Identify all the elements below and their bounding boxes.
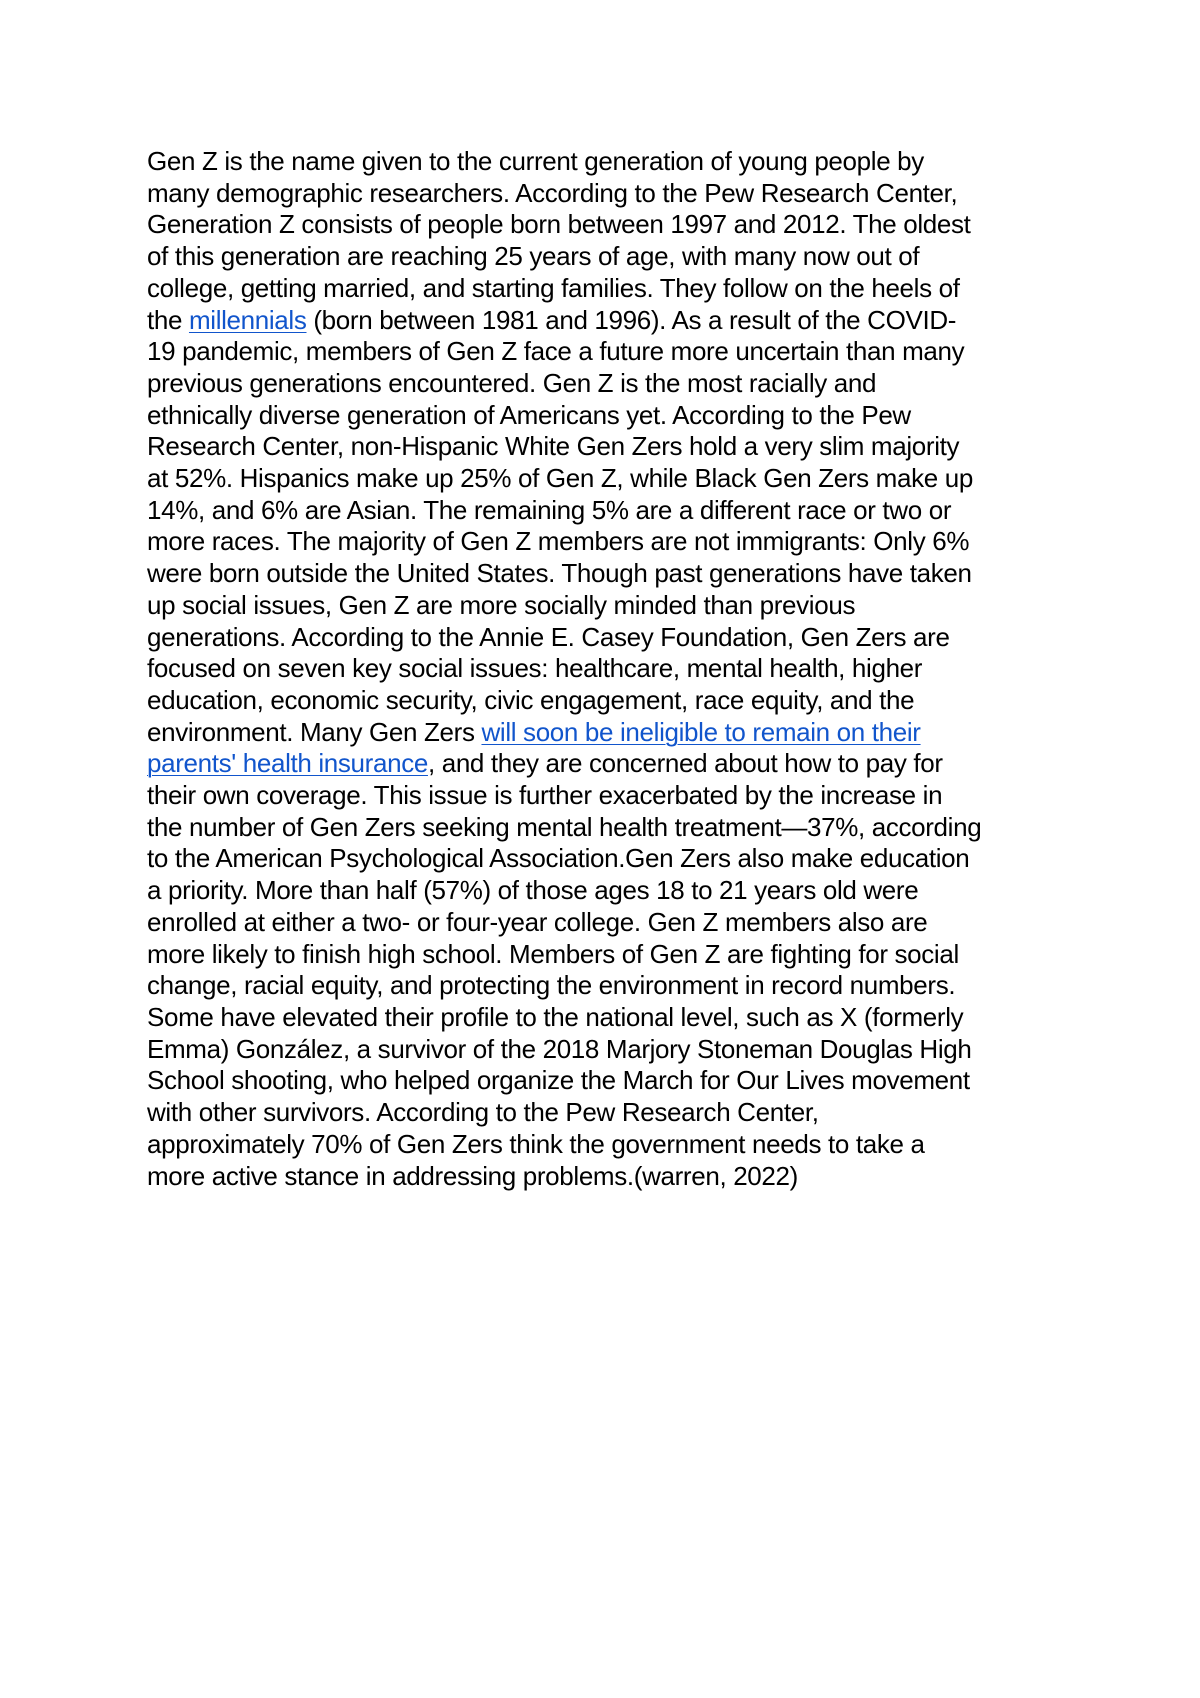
text-run: more active stance in addressing problems.(warren, 2022) bbox=[147, 1160, 798, 1191]
text-run: environment. Many Gen Zers bbox=[147, 716, 482, 747]
text-run: at 52%. Hispanics make up 25% of Gen Z, while Black Gen Zers make up bbox=[147, 463, 973, 494]
text-line bbox=[147, 431, 1067, 463]
text-line bbox=[147, 558, 1067, 590]
text-run: ethnically diverse generation of Americans yet. According to the Pew bbox=[147, 399, 911, 430]
text-line bbox=[147, 400, 1067, 432]
text-line bbox=[147, 1097, 1067, 1129]
hyperlink[interactable]: will soon be ineligible to remain on their bbox=[481, 716, 921, 747]
text-run: up social issues, Gen Z are more socially minded than previous bbox=[147, 589, 856, 620]
text-line bbox=[147, 526, 1067, 558]
text-line bbox=[147, 273, 1067, 305]
text-line bbox=[147, 305, 1067, 337]
text-run: the number of Gen Zers seeking mental health treatment—37%, according bbox=[147, 811, 982, 842]
text-line bbox=[147, 875, 1067, 907]
text-line bbox=[147, 1161, 1067, 1193]
text-run: education, economic security, civic engagement, race equity, and the bbox=[147, 684, 915, 715]
text-run: Generation Z consists of people born between 1997 and 2012. The oldest bbox=[147, 209, 971, 240]
text-line bbox=[147, 1002, 1067, 1034]
text-run: School shooting, who helped organize the March for Our Lives movement bbox=[147, 1065, 970, 1096]
text-line bbox=[147, 780, 1067, 812]
text-run: of this generation are reaching 25 years of age, with many now out of bbox=[147, 241, 920, 272]
text-run: generations. According to the Annie E. Casey Foundation, Gen Zers are bbox=[147, 621, 950, 652]
text-line bbox=[147, 748, 1067, 780]
text-line bbox=[147, 717, 1067, 749]
text-run: Emma) González, a survivor of the 2018 Marjory Stoneman Douglas High bbox=[147, 1033, 972, 1064]
text-run: many demographic researchers. According to the Pew Research Center, bbox=[147, 177, 958, 208]
text-line bbox=[147, 368, 1067, 400]
text-run: 14%, and 6% are Asian. The remaining 5% are a different race or two or bbox=[147, 494, 952, 525]
text-line bbox=[147, 241, 1067, 273]
text-run: focused on seven key social issues: healthcare, mental health, higher bbox=[147, 653, 923, 684]
text-line bbox=[147, 685, 1067, 717]
text-line bbox=[147, 653, 1067, 685]
text-line bbox=[147, 812, 1067, 844]
text-line bbox=[147, 1034, 1067, 1066]
text-run: college, getting married, and starting families. They follow on the heels of bbox=[147, 272, 960, 303]
text-line bbox=[147, 939, 1067, 971]
text-line bbox=[147, 495, 1067, 527]
text-line bbox=[147, 1065, 1067, 1097]
text-run: previous generations encountered. Gen Z is the most racially and bbox=[147, 367, 877, 398]
text-line bbox=[147, 622, 1067, 654]
text-line bbox=[147, 146, 1067, 178]
text-run: a priority. More than half (57%) of those ages 18 to 21 years old were bbox=[147, 875, 919, 906]
body-paragraph bbox=[147, 146, 1067, 1192]
text-run: (born between 1981 and 1996). As a result of the COVID- bbox=[306, 304, 957, 335]
text-line bbox=[147, 843, 1067, 875]
text-run: with other survivors. According to the Pew Research Center, bbox=[147, 1097, 819, 1128]
text-run: more likely to finish high school. Members of Gen Z are fighting for social bbox=[147, 938, 959, 969]
text-line bbox=[147, 178, 1067, 210]
text-line bbox=[147, 907, 1067, 939]
text-run: , and they are concerned about how to pay for bbox=[427, 748, 943, 779]
text-run: more races. The majority of Gen Z members are not immigrants: Only 6% bbox=[147, 526, 970, 557]
hyperlink[interactable]: parents' health insurance bbox=[147, 748, 428, 779]
text-line bbox=[147, 970, 1067, 1002]
text-run: their own coverage. This issue is further exacerbated by the increase in bbox=[147, 780, 943, 811]
text-run: Some have elevated their profile to the national level, such as X (formerly bbox=[147, 1001, 964, 1032]
text-run: Gen Z is the name given to the current generation of young people by bbox=[147, 146, 924, 176]
text-line bbox=[147, 209, 1067, 241]
text-run: to the American Psychological Association.Gen Zers also make education bbox=[147, 843, 970, 874]
text-run: approximately 70% of Gen Zers think the government needs to take a bbox=[147, 1128, 925, 1159]
text-run: 19 pandemic, members of Gen Z face a future more uncertain than many bbox=[147, 336, 965, 367]
text-line bbox=[147, 590, 1067, 622]
text-run: enrolled at either a two- or four-year college. Gen Z members also are bbox=[147, 906, 928, 937]
text-run: Research Center, non-Hispanic White Gen Zers hold a very slim majority bbox=[147, 431, 960, 462]
text-line bbox=[147, 336, 1067, 368]
text-line bbox=[147, 463, 1067, 495]
text-run: change, racial equity, and protecting the environment in record numbers. bbox=[147, 970, 956, 1001]
text-run: the bbox=[147, 304, 189, 335]
text-line bbox=[147, 1129, 1067, 1161]
text-run: were born outside the United States. Though past generations have taken bbox=[147, 558, 972, 589]
hyperlink[interactable]: millennials bbox=[188, 304, 307, 335]
